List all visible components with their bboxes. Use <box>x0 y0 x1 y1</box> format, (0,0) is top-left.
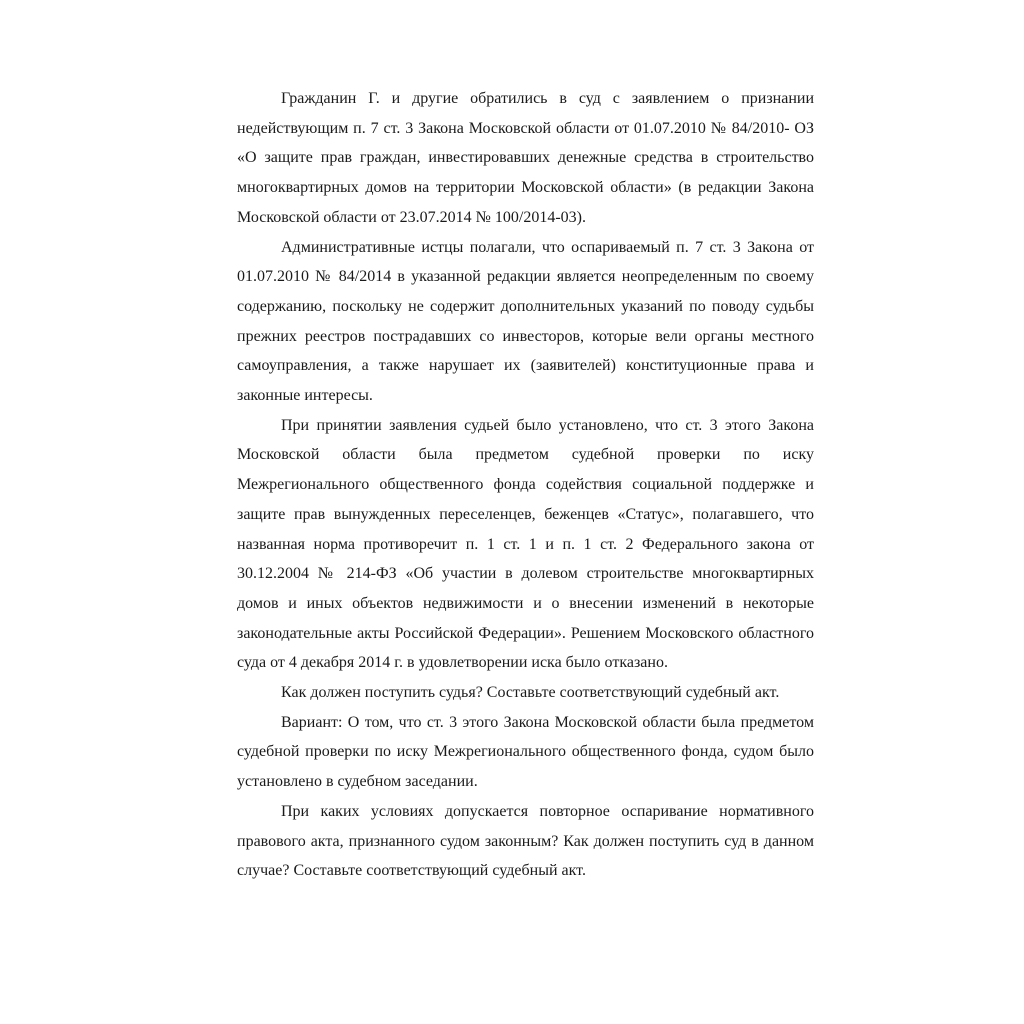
paragraph-question-2: При каких условиях допускается повторное оспаривание нормативного правового акта, признанного судом законным? Как должен поступить суд в данном случае? Составьте соответствующий судебный акт. <box>237 802 814 880</box>
document-page <box>237 84 814 886</box>
paragraph-plaintiffs-claim: Административные истцы полагали, что оспариваемый п. 7 ст. 3 Закона от 01.07.2010 № 84/2014 в указанной редакции является неопределенным по своему содержанию, поскольку не содержит дополнительных указаний по поводу судьбы прежних реестров пострадавших со инвесторов, которые вели органы местного самоуправления, а также нарушает их (заявителей) конституционные права и законные интересы. <box>237 238 814 405</box>
paragraph-judge-findings: При принятии заявления судьей было установлено, что ст. 3 этого Закона Московской области была предметом судебной проверки по иску Межрегионального общественного фонда содействия социальной поддержке и защите прав вынужденных переселенцев, беженцев «Статус», полагавшего, что названная норма противоречит п. 1 ст. 1 и п. 1 ст. 2 Федерального закона от 30.12.2004 № 214-ФЗ «Об участии в долевом строительстве многоквартирных домов и иных объектов недвижимости и о внесении изменений в некоторые законодательные акты Российской Федерации». Решением Московского областного суда от 4 декабря 2014 г. в удовлетворении иска было отказано. <box>237 416 814 672</box>
paragraph-complaint: Гражданин Г. и другие обратились в суд с заявлением о признании недействующим п. 7 ст. 3 Закона Московской области от 01.07.2010 № 84/2010- ОЗ «О защите прав граждан, инвестировавших денежные средства в строительство многоквартирных домов на территории Московской области» (в редакции Закона Московской области от 23.07.2014 № 100/2014-03). <box>237 90 814 226</box>
paragraph-variant: Вариант: О том, что ст. 3 этого Закона Московской области была предметом судебной проверки по иску Межрегионального общественного фонда, судом было установлено в судебном заседании. <box>237 713 814 791</box>
paragraph-question-1: Как должен поступить судья? Составьте соответствующий судебный акт. <box>281 684 780 702</box>
